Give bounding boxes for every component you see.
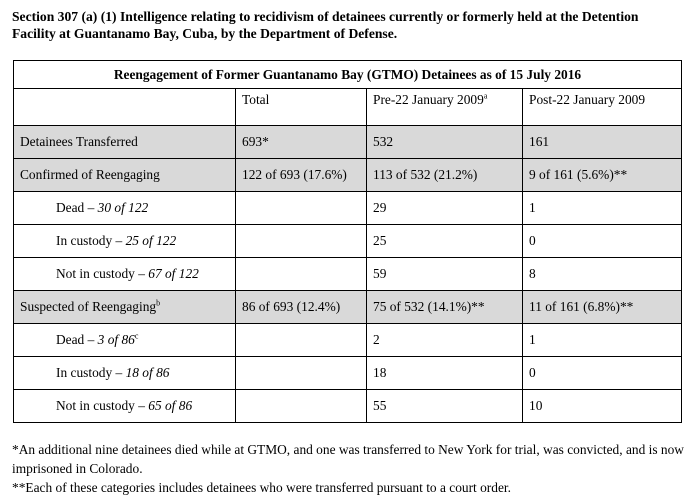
table-row [14, 390, 682, 423]
cell-total [236, 225, 367, 258]
table-row [14, 126, 682, 159]
table-row [14, 291, 682, 324]
section-heading: Section 307 (a) (1) Intelligence relating to recidivism of detainees currently or formerly held at the Detention Facility at Guantanamo Bay, Cuba, by the Department of Defense. [12, 9, 639, 41]
cell-pre: 75 of 532 (14.1%)** [367, 291, 523, 324]
footnote-double-asterisk: **Each of these categories includes detainees who were transferred pursuant to a court order. [12, 480, 511, 495]
cell-pre: 18 [367, 357, 523, 390]
cell-post: 161 [523, 126, 682, 159]
cell-total [236, 324, 367, 357]
cell-pre: 25 [367, 225, 523, 258]
table-row [14, 357, 682, 390]
table-row [14, 192, 682, 225]
cell-pre: 59 [367, 258, 523, 291]
row-label-confirmed-custody: In custody – 25 of 122 [14, 225, 236, 258]
row-label-suspected: Suspected of Reengaging$^b$ [14, 291, 236, 324]
cell-post: 10 [523, 390, 682, 423]
table-row [14, 159, 682, 192]
column-header-blank [14, 89, 236, 126]
cell-pre: 2 [367, 324, 523, 357]
cell-total [236, 192, 367, 225]
footnote-single-asterisk: *An additional nine detainees died while at GTMO, and one was transferred to New York for trial, was convicted, and is now imprisoned in Colorado. [12, 442, 684, 476]
table-row [14, 258, 682, 291]
footnotes [12, 440, 692, 497]
cell-total [236, 357, 367, 390]
column-header-post: Post-22 January 2009 [523, 89, 682, 126]
cell-total [236, 390, 367, 423]
cell-post: 1 [523, 324, 682, 357]
cell-total [236, 258, 367, 291]
table-row [14, 225, 682, 258]
cell-pre: 55 [367, 390, 523, 423]
row-label-confirmed: Confirmed of Reengaging [14, 159, 236, 192]
cell-post: 0 [523, 357, 682, 390]
cell-total: 693* [236, 126, 367, 159]
cell-total: 86 of 693 (12.4%) [236, 291, 367, 324]
row-label-suspected-not-custody: Not in custody – 65 of 86 [14, 390, 236, 423]
cell-post: 11 of 161 (6.8%)** [523, 291, 682, 324]
cell-pre: 29 [367, 192, 523, 225]
cell-pre: 532 [367, 126, 523, 159]
cell-pre: 113 of 532 (21.2%) [367, 159, 523, 192]
recidivism-table [13, 60, 682, 423]
row-label-suspected-custody: In custody – 18 of 86 [14, 357, 236, 390]
row-label-transferred: Detainees Transferred [14, 126, 236, 159]
cell-post: 9 of 161 (5.6%)** [523, 159, 682, 192]
column-header-row [14, 89, 682, 126]
row-label-confirmed-not-custody: Not in custody – 67 of 122 [14, 258, 236, 291]
column-header-total: Total [236, 89, 367, 126]
table-title: Reengagement of Former Guantanamo Bay (GTMO) Detainees as of 15 July 2016 [14, 61, 682, 89]
table-title-row [14, 61, 682, 89]
column-header-pre: Pre-22 January 2009$^a$ [367, 89, 523, 126]
cell-total: 122 of 693 (17.6%) [236, 159, 367, 192]
row-label-suspected-dead: Dead – 3 of 86$^c$ [14, 324, 236, 357]
table-row [14, 324, 682, 357]
cell-post: 1 [523, 192, 682, 225]
cell-post: 8 [523, 258, 682, 291]
row-label-confirmed-dead: Dead – 30 of 122 [14, 192, 236, 225]
cell-post: 0 [523, 225, 682, 258]
